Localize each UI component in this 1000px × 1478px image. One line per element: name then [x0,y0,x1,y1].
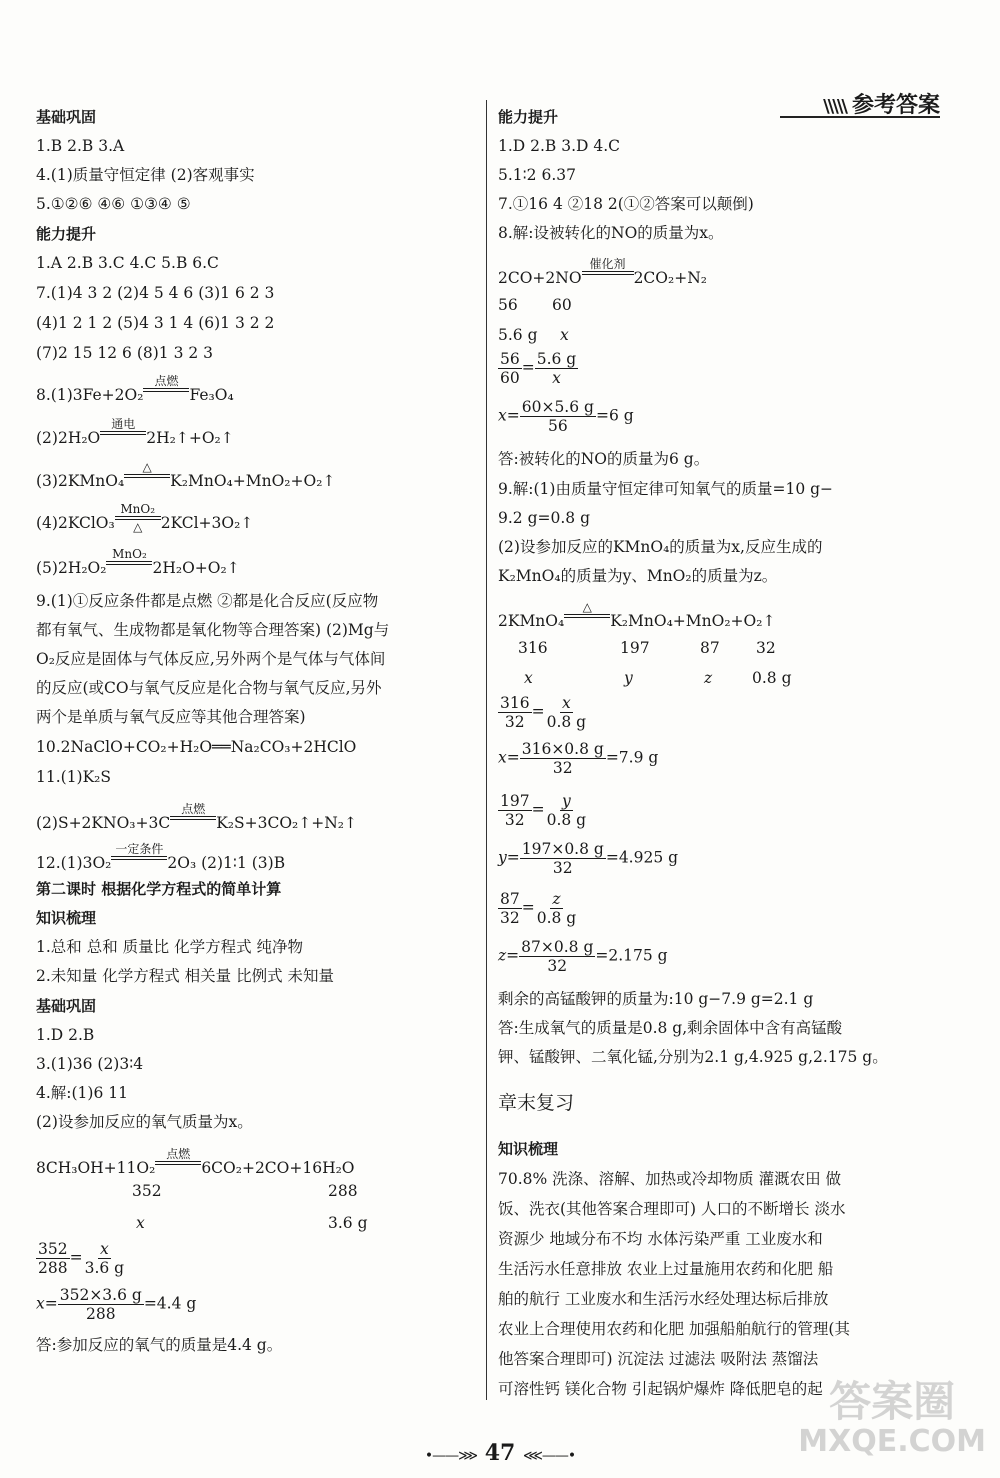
answer-line: 7.(1)4 3 2 (2)4 5 4 6 (3)1 6 2 3 [36,284,275,302]
header-rule [780,116,940,118]
section-heading: 基础巩固 [36,997,97,1015]
equation: 8.(1)3Fe+2O₂ 点燃 Fe₃O₄ [36,374,234,404]
answer-line: 5.①②⑥ ④⑥ ①③④ ⑤ [36,195,191,213]
section-heading: 知识梳理 [36,909,97,927]
answer-line: 饭、洗衣(其他答案合理即可) 人口的不断增长 淡水 [498,1200,846,1218]
mass-value: 87 [700,639,720,657]
proportion: $\frac{87}{32}$ = $\frac{z}{0.8 g}$ [500,890,577,927]
reaction-arrow: △ [564,600,610,632]
answer-line: 1.B 2.B 3.A [36,137,125,155]
mass-value: x [136,1214,145,1232]
proportion: $\frac{197}{32}$ = $\frac{y}{0.8 g}$ [500,792,587,829]
answer-line: 答:生成氧气的质量是0.8 g,剩余固体中含有高锰酸 [498,1019,843,1037]
answer-line: 两个是单质与氧气反应等其他合理答案) [36,708,306,726]
answer-line: 答:参加反应的氧气的质量是4.4 g。 [36,1336,283,1354]
section-heading: 能力提升 [36,225,97,243]
page-number: 47 [484,1440,516,1466]
watermark-logo: 答案圈 MXQE.COM [798,1377,986,1459]
answer-line: (7)2 15 12 6 (8)1 3 2 3 [36,344,214,362]
answer-line: 70.8% 洗涤、溶解、加热或冷却物质 灌溉农田 做 [498,1170,842,1188]
result: y= $\frac{197\times 0.8 g}{32}$ =4.925 g [498,840,679,877]
mass-value: 32 [756,639,776,657]
mass-value: z [704,669,713,687]
result: x= $\frac{60\times 5.6 g}{56}$ =6 g [498,398,634,435]
answer-line: (4)1 2 1 2 (5)4 3 1 4 (6)1 3 2 2 [36,314,275,332]
mass-value: 352 [132,1182,162,1200]
answer-line: 可溶性钙 镁化合物 引起锅炉爆炸 降低肥皂的起 [498,1380,823,1398]
answer-line: 4.(1)质量守恒定律 (2)客观事实 [36,166,255,184]
answer-line: 9.解:(1)由质量守恒定律可知氧气的质量=10 g− [498,480,834,498]
reaction-arrow: △ [124,460,170,492]
section-heading: 基础巩固 [36,108,97,126]
answer-line: 4.解:(1)6 11 [36,1084,128,1102]
section-heading: 知识梳理 [498,1140,559,1158]
result: z= $\frac{87\times 0.8 g}{32}$ =2.175 g [498,938,668,975]
answer-line: 都有氧气、生成物都是氧化物等合理答案) (2)Mg与 [36,621,390,639]
proportion: $\frac{56}{60}$ = $\frac{5.6 g}{x}$ [500,350,577,387]
proportion: $\frac{352}{288}$ = $\frac{x}{3.6 g}$ [38,1240,125,1277]
section-heading: 能力提升 [498,108,559,126]
header-decoration: \\\\\ [823,96,846,117]
mass-value: 56 [498,296,518,314]
answer-line: 9.2 g=0.8 g [498,509,590,527]
equation: 2CO+2NO 催化剂 2CO₂+N₂ [498,257,707,287]
reaction-arrow: 点燃 [143,374,189,406]
page-header [823,88,940,119]
mass-value: 316 [518,639,548,657]
reaction-arrow: 通电 [100,417,146,449]
answer-line: 生活污水任意排放 农业上过量施用农药和化肥 船 [498,1260,834,1278]
answer-line: 5.1∶2 6.37 [498,166,576,184]
equation: (3)2KMnO₄ △ K₂MnO₄+MnO₂+O₂↑ [36,460,336,490]
answer-line: 资源少 地域分布不均 水体污染严重 工业废水和 [498,1230,823,1248]
mass-value: 197 [620,639,650,657]
equation: (2)2H₂O 通电 2H₂↑+O₂↑ [36,417,234,447]
equation: (4)2KClO₃ MnO₂ △ 2KCl+3O₂↑ [36,502,254,534]
reaction-arrow: MnO₂ [106,547,152,579]
reaction-arrow: 一定条件 [111,842,167,874]
result: x= $\frac{316\times 0.8 g}{32}$ =7.9 g [498,740,659,777]
chapter-title: 章末复习 [498,1092,575,1114]
equation: 12.(1)3O₂ 一定条件 2O₃ (2)1∶1 (3)B [36,842,286,872]
answer-line: 1.总和 总和 质量比 化学方程式 纯净物 [36,938,303,956]
proportion: $\frac{316}{32}$ = $\frac{x}{0.8 g}$ [500,694,587,731]
column-divider [486,100,487,1400]
answer-line: 剩余的高锰酸钾的质量为:10 g−7.9 g=2.1 g [498,990,814,1008]
answer-line: 9.(1)①反应条件都是点燃 ②都是化合反应(反应物 [36,592,379,610]
answer-line: 答:被转化的NO的质量为6 g。 [498,450,710,468]
reaction-arrow: 点燃 [170,802,216,834]
reaction-arrow: 点燃 [155,1147,201,1179]
answer-line: 11.(1)K₂S [36,768,112,786]
mass-value: 3.6 g [328,1214,368,1232]
answer-line: 10.2NaClO+CO₂+H₂O══Na₂CO₃+2HClO [36,738,357,756]
answer-line: 7.①16 4 ②18 2(①②答案可以颠倒) [498,195,754,213]
mass-value: x [524,669,533,687]
answer-line: 舶的航行 工业废水和生活污水经处理达标后排放 [498,1290,829,1308]
mass-value: 288 [328,1182,358,1200]
answer-line: 2.未知量 化学方程式 相关量 比例式 未知量 [36,967,334,985]
answer-line: K₂MnO₄的质量为y、MnO₂的质量为z。 [498,567,778,585]
answer-line: 3.(1)36 (2)3∶4 [36,1055,144,1073]
result: x= $\frac{352\times 3.6 g}{288}$ =4.4 g [36,1286,197,1323]
mass-value: 0.8 g [752,669,792,687]
answer-line: 钾、锰酸钾、二氧化锰,分别为2.1 g,4.925 g,2.175 g。 [498,1048,888,1066]
footer-decoration-right: ⋘——• [522,1448,576,1464]
equation: (2)S+2KNO₃+3C 点燃 K₂S+3CO₂↑+N₂↑ [36,802,357,832]
answer-line: O₂反应是固体与气体反应,另外两个是气体与气体间 [36,650,386,668]
footer-decoration-left: •——⋙ [424,1448,478,1464]
equation: 2KMnO₄ △ K₂MnO₄+MnO₂+O₂↑ [498,600,776,630]
answer-line: 1.D 2.B 3.D 4.C [498,137,621,155]
answer-line: 的反应(或CO与氧气反应是化合物与氧气反应,另外 [36,679,382,697]
mass-value: y [624,669,633,687]
answer-line: 他答案合理即可) 沉淀法 过滤法 吸附法 蒸馏法 [498,1350,819,1368]
answer-line: 8.解:设被转化的NO的质量为x。 [498,224,724,242]
equation: 8CH₃OH+11O₂ 点燃 6CO₂+2CO+16H₂O [36,1147,355,1177]
answer-line: 1.D 2.B [36,1026,95,1044]
mass-value: 5.6 g [498,326,538,344]
equation: (5)2H₂O₂ MnO₂ 2H₂O+O₂↑ [36,547,240,577]
reaction-arrow: MnO₂ △ [115,502,161,534]
answer-line: 1.A 2.B 3.C 4.C 5.B 6.C [36,254,219,272]
reaction-arrow: 催化剂 [582,257,634,289]
mass-value: 60 [552,296,572,314]
lesson-title: 第二课时 根据化学方程式的简单计算 [36,880,282,898]
answer-line: 农业上合理使用农药和化肥 加强船舶航行的管理(其 [498,1320,850,1338]
header-title: 参考答案 [851,92,940,118]
answer-line: (2)设参加反应的氧气质量为x。 [36,1113,253,1131]
answer-line: (2)设参加反应的KMnO₄的质量为x,反应生成的 [498,538,823,556]
mass-value: x [560,326,569,344]
